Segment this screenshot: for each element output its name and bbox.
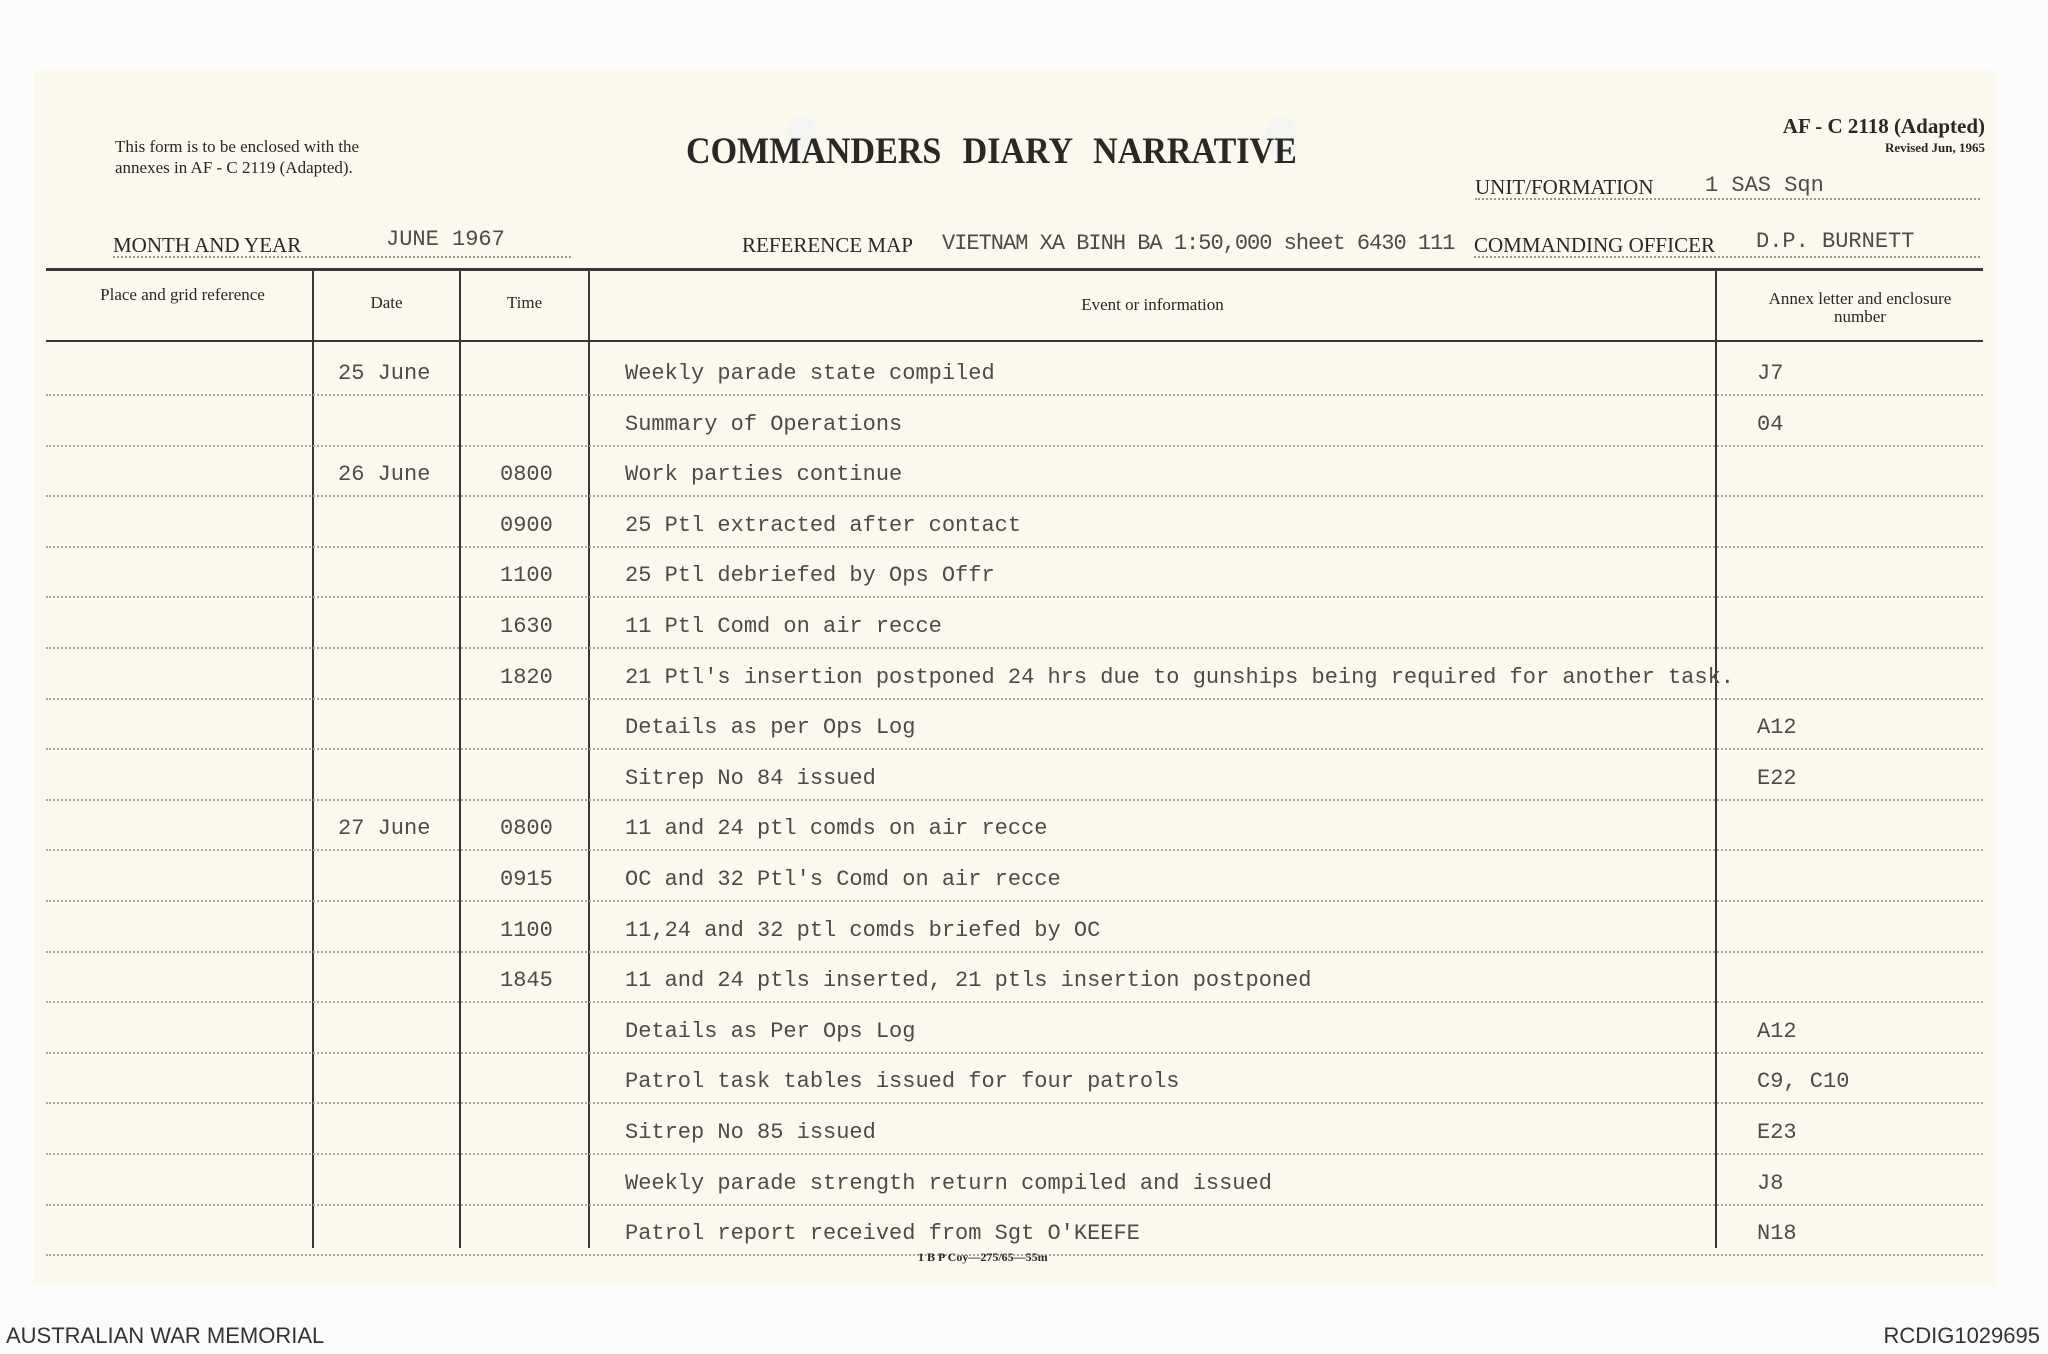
event-cell: 11 Ptl Comd on air recce: [625, 614, 942, 639]
event-cell: Details as Per Ops Log: [625, 1018, 916, 1044]
column-header-annex: Annex letter and enclosure number: [1768, 289, 1952, 326]
commanding-officer-field: COMMANDING OFFICER D.P. BURNETT: [1474, 228, 1980, 258]
annex-cell: A12: [1757, 715, 1797, 741]
form-number: AF - C 2118 (Adapted): [1782, 114, 1985, 138]
event-cell: Patrol report received from Sgt O'KEEFE: [625, 1221, 1140, 1247]
date-cell: 26 June: [338, 462, 431, 488]
time-cell: 1100: [500, 917, 553, 943]
month-year-field: MONTH AND YEAR JUNE 1967: [113, 228, 571, 258]
form-note: This form is to be enclosed with the annexes in AF - C 2119 (Adapted).: [115, 137, 360, 177]
header-bottom-rule: [46, 340, 1983, 342]
event-cell: Patrol task tables issued for four patrols: [625, 1069, 1180, 1095]
event-cell: 21 Ptl's insertion postponed 24 hrs due to gunships being required for another task.: [625, 664, 1734, 690]
table-row: [46, 445, 1983, 497]
table-row: [46, 648, 1983, 700]
event-cell: 11 and 24 ptls inserted, 21 ptls insertion postponed: [625, 968, 1312, 994]
column-header-event: Event or information: [1081, 295, 1224, 314]
event-cell: OC and 32 Ptl's Comd on air recce: [625, 867, 1061, 892]
table-row: [46, 799, 1983, 851]
table-row: [46, 546, 1983, 598]
annex-cell: A12: [1757, 1018, 1797, 1044]
table-row: [46, 496, 1983, 548]
column-header-place: Place and grid reference: [100, 285, 265, 304]
annex-cell: J8: [1757, 1170, 1784, 1196]
table-row: [46, 344, 1983, 396]
column-header-time: Time: [506, 293, 543, 312]
date-cell: 27 June: [338, 816, 431, 842]
caption-left: AUSTRALIAN WAR MEMORIAL: [6, 1323, 325, 1348]
page-title: COMMANDERS DIARY NARRATIVE: [686, 131, 1297, 172]
time-cell: 0915: [500, 867, 553, 892]
time-cell: 1100: [500, 563, 553, 589]
event-cell: Details as per Ops Log: [625, 715, 916, 741]
column-header-date: Date: [370, 293, 403, 312]
event-cell: Work parties continue: [625, 462, 903, 488]
event-cell: 25 Ptl extracted after contact: [625, 512, 1022, 538]
table-row: [46, 1154, 1983, 1206]
time-cell: 0800: [500, 462, 553, 488]
event-cell: 11,24 and 32 ptl comds briefed by OC: [625, 917, 1101, 943]
annex-cell: E22: [1757, 765, 1797, 791]
table-top-rule: [46, 268, 1983, 271]
table-row: [46, 1052, 1983, 1104]
date-cell: 25 June: [338, 361, 431, 386]
time-cell: 1630: [500, 614, 553, 639]
time-cell: 1820: [500, 664, 553, 690]
annex-cell: 04: [1757, 411, 1784, 437]
table-row: [46, 698, 1983, 750]
table-row: [46, 1103, 1983, 1155]
revised-date: Revised Jun, 1965: [1884, 140, 1985, 155]
reference-map-field: REFERENCE MAP VIETNAM XA BINH BA 1:50,000 sheet 6430 111: [742, 231, 1455, 257]
event-cell: Weekly parade state compiled: [625, 361, 995, 386]
table-row: [46, 395, 1983, 447]
table-row: [46, 951, 1983, 1003]
print-code: 1 B P Coy—275/65—55m: [918, 1250, 1048, 1264]
event-cell: 11 and 24 ptl comds on air recce: [625, 816, 1048, 842]
annex-cell: J7: [1757, 361, 1784, 386]
time-cell: 1845: [500, 968, 553, 994]
table-row: [46, 850, 1983, 902]
time-cell: 0900: [500, 512, 553, 538]
event-cell: Summary of Operations: [625, 411, 903, 437]
table-row: [46, 1204, 1983, 1256]
table-row: [46, 749, 1983, 801]
caption-right: RCDIG1029695: [1883, 1323, 2040, 1348]
table-row: [46, 1002, 1983, 1054]
annex-cell: E23: [1757, 1120, 1797, 1145]
event-cell: Sitrep No 84 issued: [625, 765, 876, 791]
event-cell: Weekly parade strength return compiled and issued: [625, 1170, 1272, 1196]
event-cell: 25 Ptl debriefed by Ops Offr: [625, 563, 995, 589]
table-row: [46, 901, 1983, 953]
annex-cell: N18: [1757, 1221, 1797, 1247]
time-cell: 0800: [500, 816, 553, 842]
event-cell: Sitrep No 85 issued: [625, 1120, 876, 1145]
annex-cell: C9, C10: [1757, 1069, 1850, 1095]
unit-field: UNIT/FORMATION 1 SAS Sqn: [1475, 172, 1980, 200]
table-row: [46, 597, 1983, 649]
